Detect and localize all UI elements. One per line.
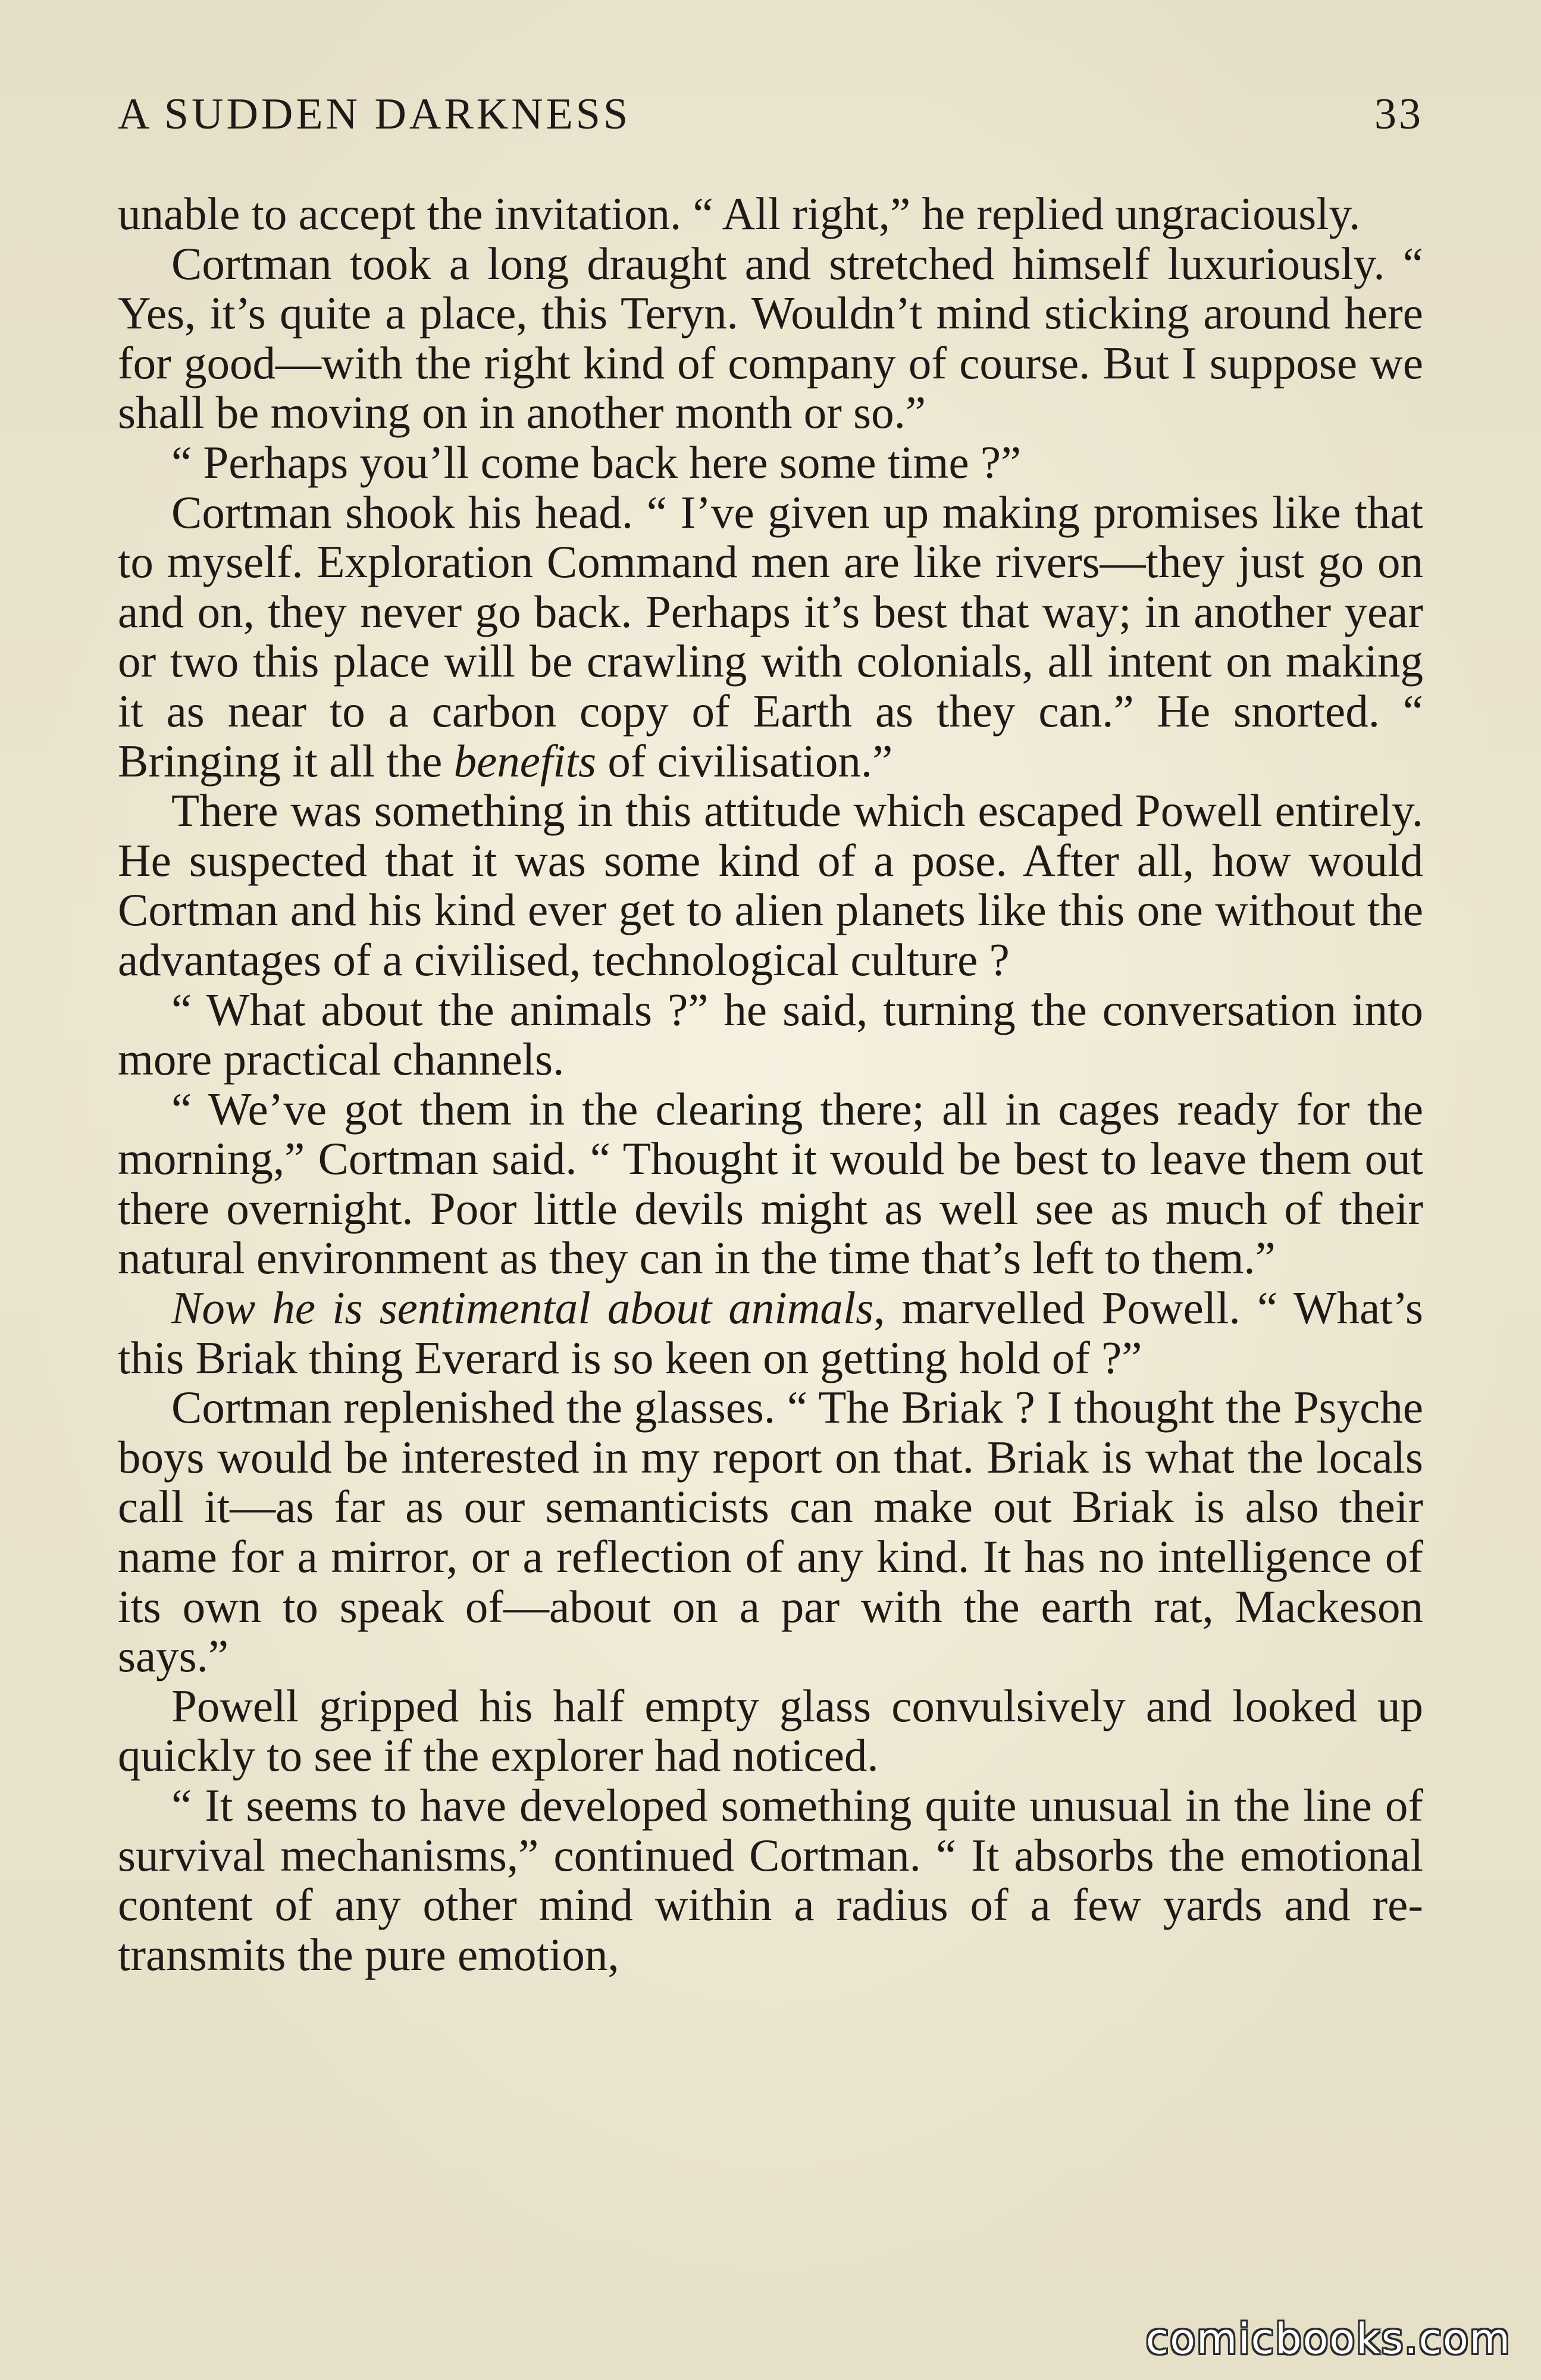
paragraph-p4 — [118, 488, 1423, 787]
paragraph-p5 — [118, 786, 1423, 985]
paragraph-text: Cortman took a long draught and stretched himself luxuriously. “ Yes, it’s quite a place, this Teryn. Wouldn’t mind sticking around here for good—with the right kind of company of course. But I suppose we shall be moving on in another month or so.” — [118, 237, 1423, 439]
page-number: 33 — [1374, 90, 1423, 139]
running-title: A SUDDEN DARKNESS — [118, 90, 631, 139]
paragraph-text: unable to accept the invitation. “ All right,” he replied ungraciously. — [118, 188, 1361, 239]
paragraph-text: “ It seems to have developed something quite unusual in the line of survival mechanisms,” continued Cortman. “ It absorbs the emotional content of any other mind within a radius of a few yards and re-transmits the pure emotion, — [118, 1780, 1423, 1980]
paragraph-text: of civilisation.” — [596, 735, 893, 787]
paragraph-text: “ We’ve got them in the clearing there; all in cages ready for the morning,” Cortman said. “ Thought it would be best to leave them out there overnight. Poor little devils might as well see as much of their natural environment as they can in the time that’s left to them.” — [118, 1083, 1423, 1284]
paragraph-text: Cortman shook his head. “ I’ve given up making promises like that to myself. Exploration Command men are like rivers—they just go on and on, they never go back. Perhaps it’s best that way; in another year or two this place will be crawling with colonials, all intent on making it as near to a carbon copy of Earth as they can.” He snorted. “ Bringing it all the — [118, 486, 1423, 787]
paragraph-p10 — [118, 1681, 1423, 1781]
paragraph-text: Cortman replenished the glasses. “ The Briak ? I thought the Psyche boys would be interested in my report on that. Briak is what the locals call it—as far as our semanticists can make out Briak is also their name for a mirror, or a reflection of any kind. It has no intelligence of its own to speak of—about on a par with the earth rat, Mackeson says.” — [118, 1382, 1423, 1682]
paragraph-p7 — [118, 1085, 1423, 1283]
paragraph-text: Powell gripped his half empty glass convulsively and looked up quickly to see if the explorer had noticed. — [118, 1680, 1423, 1781]
body-text — [118, 189, 1423, 1980]
paragraph-p6 — [118, 985, 1423, 1085]
paragraph-text: “ Perhaps you’ll come back here some time ?” — [171, 436, 1022, 488]
watermark-text: comicbooks.com — [1145, 2315, 1511, 2363]
page-header — [118, 89, 1423, 155]
paragraph-text: There was something in this attitude which escaped Powell entirely. He suspected that it was some kind of a pose. After all, how would Cortman and his kind ever get to alien planets like this one without the advantages of a civilised, technological culture ? — [118, 785, 1423, 985]
paragraph-p9 — [118, 1383, 1423, 1681]
italic-text: benefits — [453, 735, 597, 787]
paragraph-p8 — [118, 1283, 1423, 1383]
paragraph-p3 — [118, 438, 1423, 488]
paragraph-p11 — [118, 1781, 1423, 1980]
paragraph-p2 — [118, 239, 1423, 438]
paragraph-text: “ What about the animals ?” he said, turning the conversation into more practical channels. — [118, 984, 1423, 1085]
italic-text: Now he is sentimental about animals — [171, 1282, 874, 1334]
paragraph-text: , marvelled Powell. “ What’s this Briak thing Everard is so keen on getting hold of ?” — [118, 1282, 1424, 1383]
paragraph-p1 — [118, 189, 1423, 239]
